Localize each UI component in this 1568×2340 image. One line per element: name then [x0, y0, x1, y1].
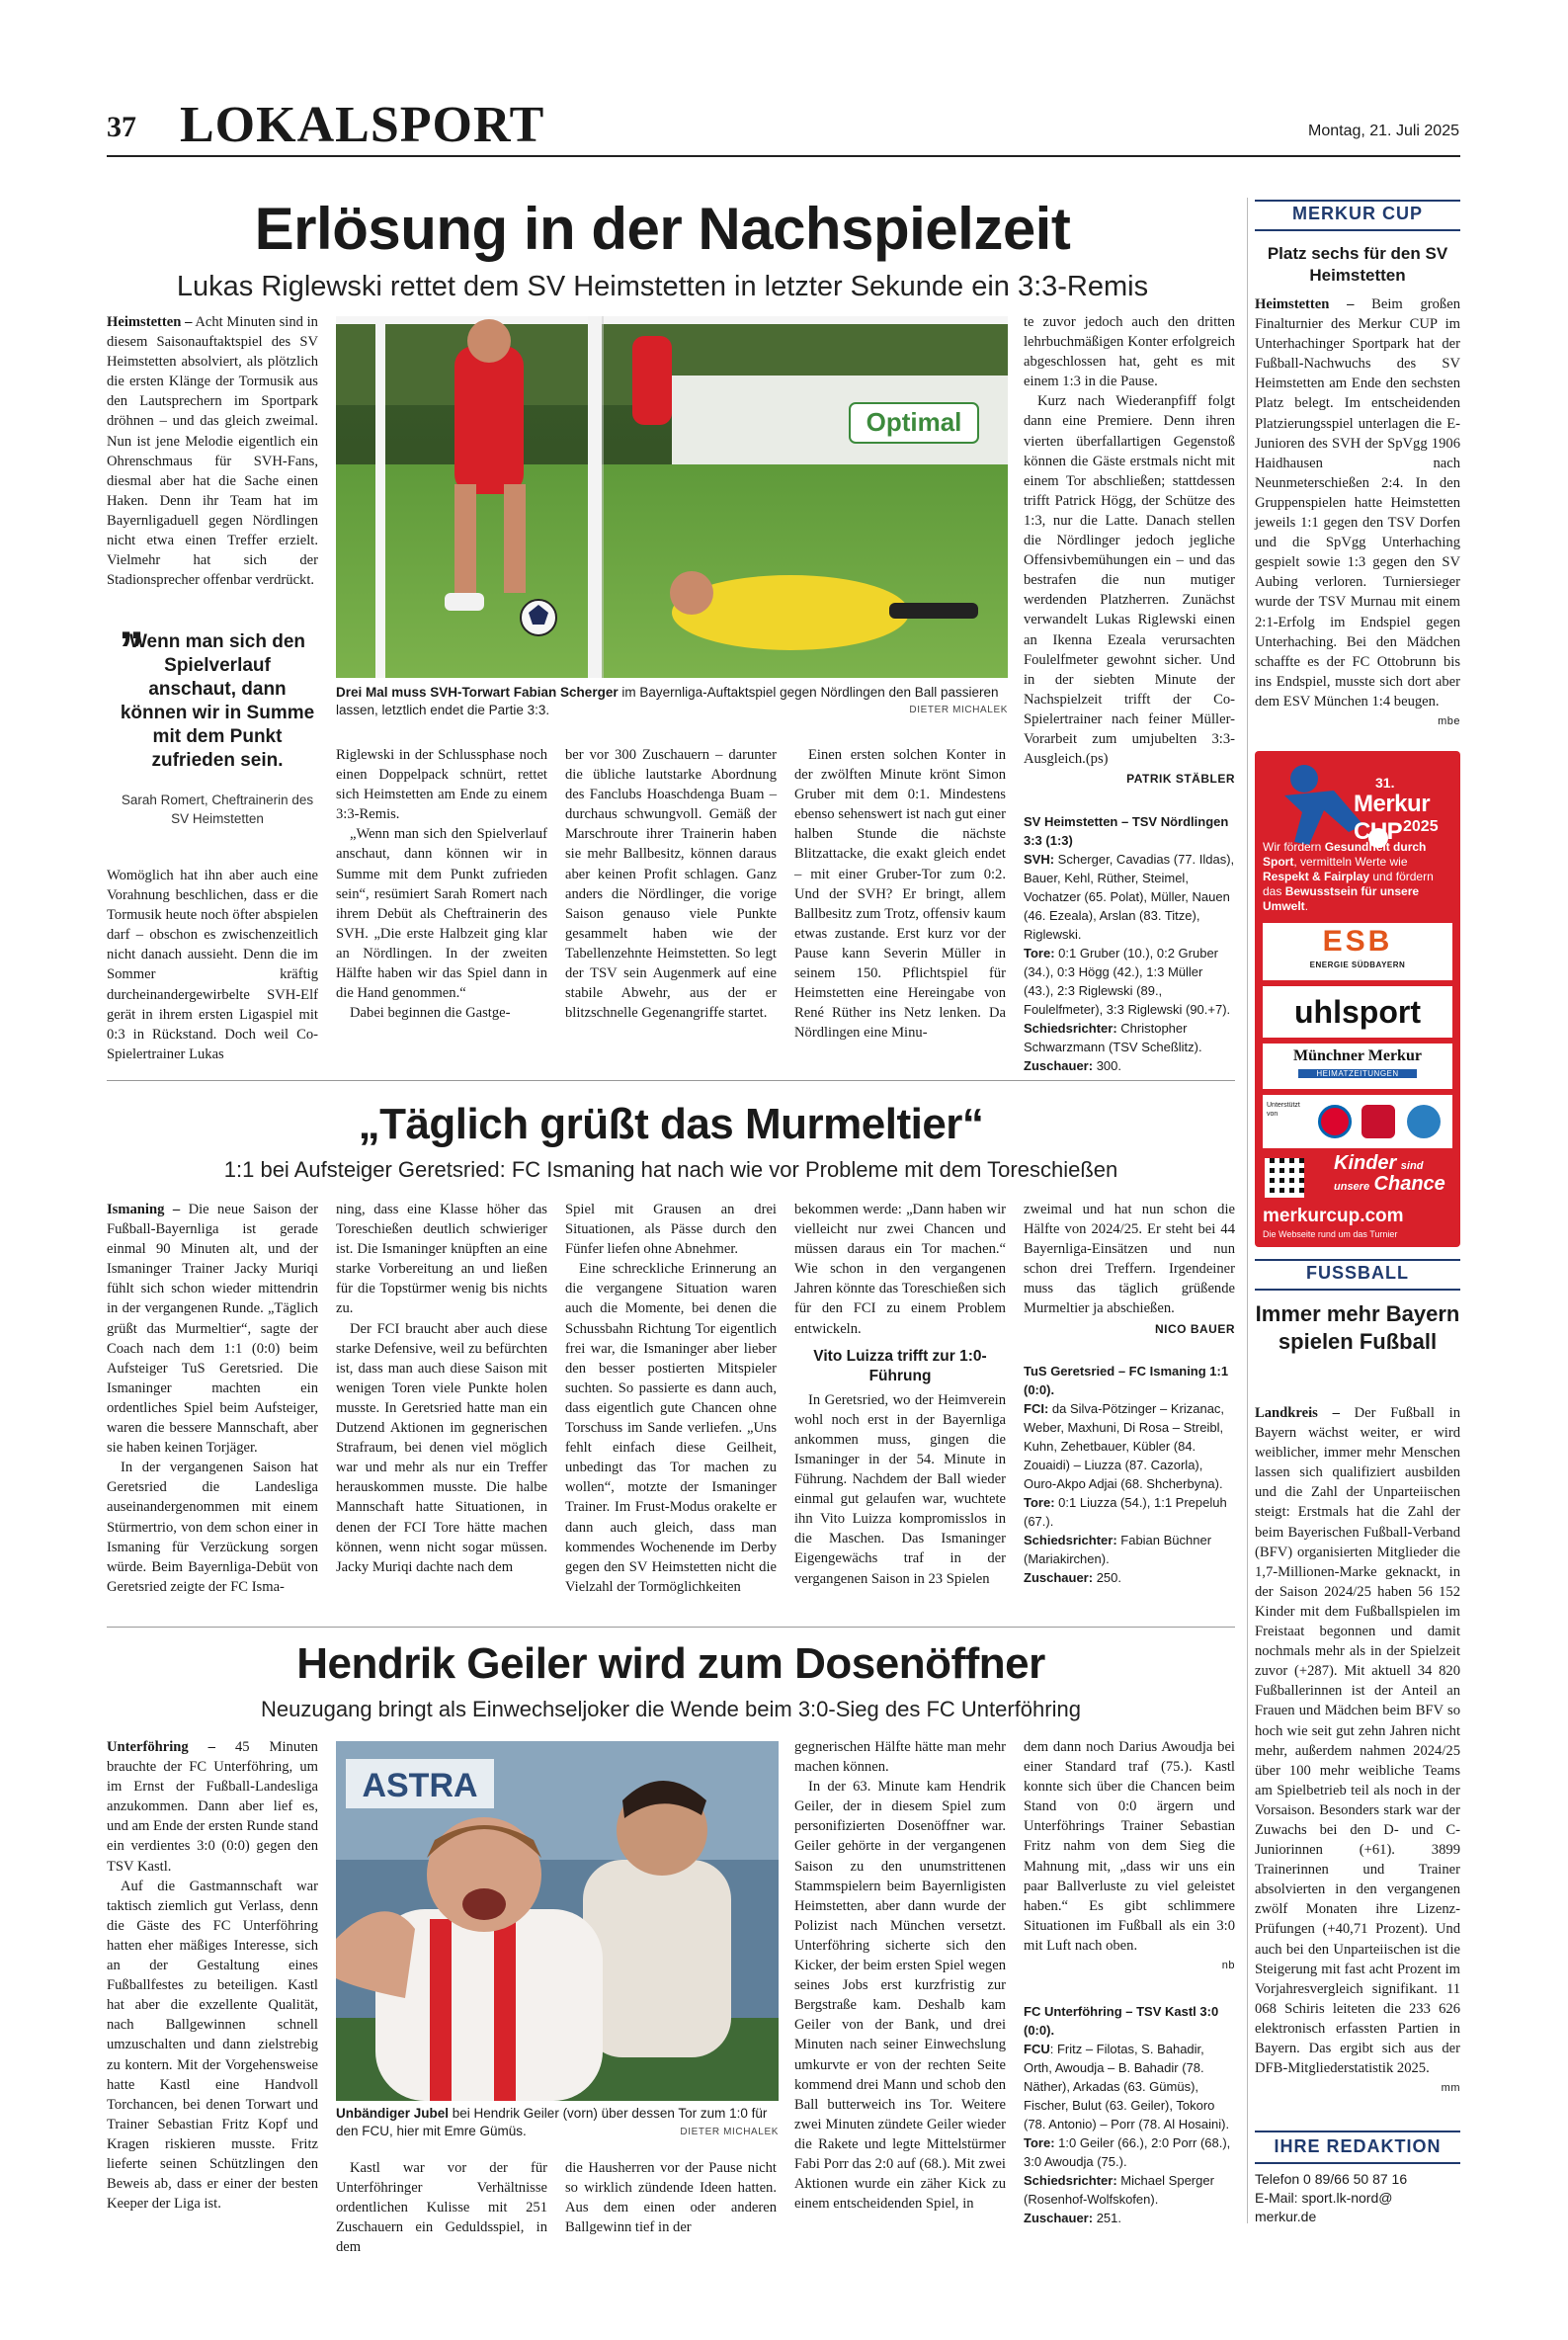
- merkur-cup-text: Beim großen Finalturnier des Merkur CUP im Unterhachinger Sportpark hat der Fußball-Nachwuchs des SV Heimstetten am Ende den sechsten Platz belegt. Im entscheidenden Platzierungsspiel unterlagen die E-Junioren des SVH der SpVgg 1906 Haidhausen nach Neunmeterschießen 2:4. In den Gruppenspielen hatte Heimstetten jeweils 1:1 gegen den TSV Dorfen und die SpVgg Unterhaching gespielt sowie 1:3 gegen den SV Aubing verloren. Turniersieger wurde der TSV Murnau mit einem 2:1-Erfolg im Endspiel gegen Unterhaching. Bei den Mädchen schaffte es der FC Ottobrunn bis ins Endspiel, musste sich dort aber dem ESV München 1:4 beugen.: [1255, 296, 1460, 710]
- article1-col5-p1: te zuvor jedoch auch den dritten lehrbuchmäßigen Konter erfolgreich abgeschlossen hat, geht es mit einem 1:3 in die Pause.: [1024, 314, 1235, 390]
- sidebar-rule: [1255, 2162, 1460, 2164]
- celebration-image: [336, 1741, 779, 2101]
- article2-col4-p2: In Geretsried, wo der Heimverein wohl noch erst in der Bayernliga ankommen muss, gingen die Ismaninger in der 54. Minute in Führung. Nachdem der Ball wieder einmal gut gelaufen war, wuchtete ihn Vito Luizza kompromisslos in die Maschen. Das Ismaninger Eigengewächs traf in der vergangenen Saison in 23 Spielen: [794, 1391, 1006, 1587]
- article3-author: nb: [1221, 1960, 1235, 1972]
- article3-col3: [565, 2158, 777, 2237]
- article1-col2-p1: Riglewski in der Schlussphase noch einen Doppelpack schnürt, rettet sich Heimstetten am Ende zu einem 3:3-Remis.: [336, 747, 547, 823]
- factbox-lineup: : Fritz – Filotas, S. Bahadir, Orth, Awoudja – B. Bahadir (78. Näther), Arkadas (63. Gümüs), Fischer, Bulut (63. Geiler), Tokoro (78. Antonio) – Porr (78. Al Hosaini).: [1024, 2042, 1230, 2131]
- article2-col3-p2: Eine schreckliche Erinnerung an die vergangene Situation waren auch die Momente, bei denen die Schussbahn Richtung Tor eigentlich frei war, die Ismaninger aber lieber den besser postierten Mitspieler suchten. So passierte es dann auch, dass eigentlich gute Chancen ohne Torschuss im Sande verliefen. „Uns fehlt einfach diese Geilheit, unbedingt das Tor machen zu wollen“, motzte der Ismaninger Trainer. Im Frust-Modus orakelte er dann auch gleich, dass man kommendes Wochenende im Derby gegen den SV Heimstetten nicht die Vielzahl der Tormöglichkeiten: [565, 1261, 777, 1595]
- factbox-label: FCI:: [1024, 1401, 1049, 1416]
- article1-col3: [565, 745, 777, 1023]
- section-title: LOKALSPORT: [180, 97, 545, 153]
- esb-logo: ESB: [1322, 925, 1393, 958]
- factbox-title: FC Unterföhring – TSV Kastl 3:0 (0:0).: [1024, 2004, 1219, 2038]
- merkur-cup-body: [1255, 294, 1460, 731]
- article2-subheadline: 1:1 bei Aufsteiger Geretsried: FC Ismaning hat nach wie vor Probleme mit dem Toreschießen: [223, 1157, 1118, 1182]
- article1-author: PATRIK STÄBLER: [1126, 772, 1235, 787]
- merkur-cup-rubric: MERKUR CUP: [1291, 204, 1423, 223]
- article1-dateline: Heimstetten –: [107, 314, 193, 330]
- redaktion-email-domain[interactable]: merkur.de: [1255, 2209, 1317, 2224]
- article1-col4: [794, 745, 1006, 1043]
- ad-slogan-part: , vermitteln Werte wie: [1293, 855, 1408, 869]
- article1-col1: [107, 312, 318, 590]
- factbox-label: Zuschauer:: [1024, 1058, 1094, 1073]
- ad-slogan-bold: Respekt & Fairplay: [1263, 870, 1370, 883]
- ad-kinder-word: Kinder: [1334, 1152, 1397, 1174]
- factbox-label: Schiedsrichter:: [1024, 2173, 1117, 2188]
- factbox-label: FCU: [1024, 2042, 1050, 2056]
- caption-bold: Drei Mal muss SVH-Torwart Fabian Scherger: [336, 685, 619, 700]
- factbox-label: Tore:: [1024, 2135, 1055, 2150]
- mm-logo: Münchner Merkur: [1293, 1047, 1422, 1064]
- merkur-cup-title: Platz sechs für den SV Heimstetten: [1267, 244, 1448, 285]
- factbox-label: Tore:: [1024, 946, 1055, 961]
- quote-mark-icon: ”: [119, 622, 144, 679]
- article3-dateline: Unterföhring –: [107, 1739, 215, 1755]
- factbox-lineup: Scherger, Cavadias (77. Ildas), Bauer, Kehl, Rüther, Steimel, Vochatzer (65. Polat), Müller, Nauen (46. Ezeala), Arslan (83. Titze), Riglewski.: [1024, 852, 1235, 942]
- issue-date: Montag, 21. Juli 2025: [1308, 123, 1459, 139]
- article3-col5-text: dem dann noch Darius Awoudja bei einer Standard traf (75.). Kastl konnte sich über die Chancen beim Stand von 0:0 ärgern und Unterföhrings Trainer Sebastian Fritz nahm von dem Sieg die Mahnung mit, „dass wir uns ein paar Ballverluste zu viel geleistet haben.“ Es gibt schlimmere Situationen im Fußball als ein 3:0 mit Luft nach oben.: [1024, 1739, 1235, 1954]
- article1-col5-p2: Kurz nach Wiederanpfiff folgt dann eine Premiere. Denn ihren vierten überfallartigen Gegenstoß können die Gäste erstmals nicht mit einem Tor abschließen; stattdessen trifft Patrick Högg, der Schütze des 1:3, nur die Latte. Danach stellen die Nördlinger jedoch jegliche Offensivbemühungen ein – und das bestrafen die nun mutiger werdenden Platzherren. Zunächst verwandelt Lukas Riglewski einen an Ikenna Ezeala verursachten Foulelfmeter gewohnt sicher. Und in der siebten Minute der Nachspielzeit trifft der Co-Spielertrainer nach feiner Müller-Vorarbeit zum umjubelten 3:3-Ausgleich.(ps): [1024, 393, 1235, 768]
- fussball-text: Der Fußball in Bayern wächst weiter, er wird weiblicher, immer mehr Menschen lassen sich qualifiziert ausbilden und die Zahl der Unparteiischen steigt: Erstmals hat die Zahl der beim Bayerischen Fußball-Verband (BFV) organisierten Mitglieder die 1,7-Millionen-Marke geknackt, in der Saison 2024/25 haben 56 152 Kinder mit dem Fußballspielen im Freistaat begonnen und damit nochmals mehr als in der Spielzeit zuvor (+287). Mit aktuell 34 820 Fußballerinnen ist der Anteil an Frauen und Mädchen beim BFV so hoch wie seit gut zehn Jahren nicht mehr, außerdem nahmen 2024/25 über 100 mehr weibliche Teams am Spielbetrieb teil als noch in der Vorsaison. Besonders stark war der Zuwachs bei den D- und C-Juniorinnen (+61). 3899 Trainerinnen und Trainer absolvierten in den vergangenen zwölf Monaten ihre Lizenz-Prüfungen (+40,71 Prozent). Und auch bei den Unparteiischen ist die Steigerung mit fast acht Prozent im Vorjahresvergleich signifikant. 11 068 Schiris leiteten die 233 626 elektronisch erfassten Partien in Bayern. Das ergibt sich aus der DFB-Mitgliederstatistik 2025.: [1255, 1405, 1460, 2077]
- factbox-label: Zuschauer:: [1024, 1570, 1094, 1585]
- factbox-referee: Michael Sperger (Rosenhof-Wolfskofen).: [1024, 2173, 1214, 2207]
- factbox-title: SV Heimstetten – TSV Nördlingen 3:3 (1:3): [1024, 814, 1229, 848]
- ad-slogan: [1263, 840, 1454, 914]
- article2-col4-p1: bekommen werde: „Dann haben wir vielleicht nur zwei Chancen und müssen daraus ein Tor machen.“ Wie schon in den vergangenen Jahren könnte das Toreschießen sich für den FCI zu einem Problem entwickeln.: [794, 1202, 1006, 1337]
- article2-col1: [107, 1200, 318, 1597]
- club-badge-icon: [1362, 1105, 1395, 1138]
- article3-col4: [794, 1737, 1006, 2214]
- ad-slogan-part: und fördern das: [1263, 870, 1434, 898]
- sidebar-rule: [1255, 1259, 1460, 1261]
- ad-slogan-part: .: [1304, 899, 1309, 913]
- article1-photo: [336, 316, 1008, 678]
- article2-col2: [336, 1200, 547, 1577]
- club-badge-icon: [1318, 1105, 1352, 1138]
- caption-text: bei Hendrik Geiler (vorn) über dessen Tor zum 1:0 für den FCU, hier mit Emre Gümüs.: [336, 2106, 768, 2138]
- ad-edition: 31.: [1375, 775, 1395, 791]
- ad-url-sub: Die Webseite rund um das Turnier: [1263, 1229, 1398, 1239]
- redaktion-email[interactable]: E-Mail: sport.lk-nord@: [1255, 2190, 1393, 2206]
- factbox-label: Schiedsrichter:: [1024, 1021, 1117, 1036]
- page-number: 37: [107, 111, 136, 143]
- merkur-cup-dateline: Heimstetten –: [1255, 296, 1355, 312]
- factbox-label: Schiedsrichter:: [1024, 1533, 1117, 1547]
- fussball-body: [1255, 1403, 1460, 2098]
- factbox-attendance: 250.: [1093, 1570, 1121, 1585]
- factbox-goals: 0:1 Liuzza (54.), 1:1 Prepeluh (67.).: [1024, 1495, 1227, 1529]
- factbox-lineup: da Silva-Pötzinger – Krizanac, Weber, Maxhuni, Di Rosa – Streibl, Kuhn, Zehetbauer, Kübler (84. Zouaidi) – Liuzza (87. Cazorla), Ouro-Akpo Adjai (68. Shcherbyna).: [1024, 1401, 1225, 1491]
- quote-source: Sarah Romert, Cheftrainerin des SV Heimstetten: [121, 793, 314, 826]
- article3-col2: [336, 2158, 547, 2257]
- sidebar-divider: [1247, 198, 1248, 2223]
- ad-slogan-part: Wir fördern: [1263, 840, 1325, 854]
- article2-col3-p1: Spiel mit Grausen an drei Situationen, als Pässe durch den Fünfer liefen ohne Abnehmer.: [565, 1202, 777, 1258]
- article3-headline: Hendrik Geiler wird zum Dosenöffner: [296, 1639, 1045, 1688]
- article3-photo-credit: DIETER MICHALEK: [680, 2127, 779, 2137]
- ad-sind-word: sind: [1400, 1160, 1424, 1172]
- article1-subheadline: Lukas Riglewski rettet dem SV Heimstetten in letzter Sekunde ein 3:3-Remis: [176, 271, 1149, 302]
- article3-col3-text: die Hausherren vor der Pause nicht so wirklich zündende Ideen hatten. Aus dem einen oder anderen Ballgewinn tief in der: [565, 2160, 777, 2236]
- factbox-goals: 0:1 Gruber (10.), 0:2 Gruber (34.), 0:3 Högg (42.), 1:3 Müller (43.), 2:3 Riglewski (89., Foulelfmeter), 3:3 Riglewski (90.+7).: [1024, 946, 1231, 1017]
- redaktion-phone[interactable]: Telefon 0 89/66 50 87 16: [1255, 2171, 1408, 2187]
- supporters-strip: [1263, 1095, 1452, 1148]
- article2-col1-text: Die neue Saison der Fußball-Bayernliga ist gerade einmal 90 Minuten alt, und der Ismaninger Trainer Jacky Muriqi fühlt sich schon wieder mittendrin in der vergangenen Runde. „Täglich grüßt das Murmeltier“, sagte der Coach nach dem 1:1 (0:0) beim Aufsteiger TuS Geretsried. Die Ismaninger machten ein ordentliches Spiel beim Aufsteiger, waren die bessere Mannschaft, aber sie haben keinen Torjäger.: [107, 1202, 319, 1457]
- ad-kinder: [1334, 1154, 1454, 1196]
- ad-title: Merkur CUP: [1354, 791, 1431, 845]
- article2-col4: [794, 1200, 1006, 1589]
- factbox-label: Zuschauer:: [1024, 2211, 1094, 2225]
- article1-col1-text: Acht Minuten sind in diesem Saisonauftaktspiel des SV Heimstetten absolviert, als plötzlich die ersten Klänge der Tormusik aus den Lautsprechern im Sportpark dröhnen – und das gleich zweimal. Nun ist jene Melodie eigentlich ein Ohrenschmaus für SVH-Fans, diesmal aber hat die Sache einen Haken. Denn ihr Team hat im Bayernligaduell gegen Nördlingen nicht etwa einen Treffer erzielt. Vielmehr hat sich der Stadionsprecher offenbar verdrückt.: [107, 314, 318, 589]
- esb-sub: ENERGIE SÜDBAYERN: [1309, 961, 1406, 969]
- article1-col5: [1024, 312, 1235, 789]
- factbox-attendance: 300.: [1093, 1058, 1121, 1073]
- sponsor-esb[interactable]: [1263, 923, 1452, 980]
- article-divider: [107, 1627, 1235, 1628]
- article2-intertitle: Vito Luizza trifft zur 1:0-Führung: [813, 1347, 987, 1384]
- article1-col3-text: ber vor 300 Zuschauern – darunter die übliche lautstarke Abordnung des Fanclubs Hoaschdenga Buam – durchaus schwungvoll. Gemäß der Marschroute ihrer Trainerin haben sie mehr Ballbesitz, können daraus aber keinen Profit schlagen. Ganz anders die Nördlinger, die vorige Saison genauso viele Punkte gesammelt haben wie der Tabellenzehnte Heimstetten. So legt der TSV sein Augenmerk auf eine stabile Abwehr, aus der er blitzschnelle Gegenangriffe startet.: [565, 747, 777, 1022]
- article3-factbox: [1024, 2002, 1235, 2227]
- fussball-rubric: FUSSBALL: [1306, 1263, 1409, 1283]
- article1-col1b-text: Womöglich hat ihn aber auch eine Vorahnung beschlichen, dass er die Tormusik heute noch öfter abspielen darf – obschon es zwischenzeitlich nicht danach aussieht. Denn die im Sommer kräftig durcheinandergewirbelte SVH-Elf gerät in ihrem ersten Ligaspiel mit 0:3 in Rückstand. Doch weil Co-Spielertrainer Lukas: [107, 868, 318, 1062]
- factbox-title: TuS Geretsried – FC Ismaning 1:1 (0:0).: [1024, 1364, 1229, 1397]
- factbox-goals: 1:0 Geiler (66.), 2:0 Porr (68.), 3:0 Awoudja (75.).: [1024, 2135, 1231, 2169]
- article1-col2-p2: „Wenn man sich den Spielverlauf anschaut, dann können wir in Summe mit dem Punkt zufrieden sein“, resümiert Sarah Romert nach ihrem Debüt als Cheftrainerin des SVH. „Die erste Halbzeit ging klar an Nördlingen. In der zweiten Hälfte haben wir das Spiel dann in die Hand genommen.“: [336, 826, 547, 1002]
- sidebar-rule: [1255, 229, 1460, 231]
- caption-text: im Bayernliga-Auftaktspiel gegen Nördlingen den Ball passieren lassen, letztlich endet die Partie 3:3.: [336, 685, 999, 717]
- redaktion-rubric: IHRE REDAKTION: [1274, 2136, 1442, 2156]
- article2-col5: [1024, 1200, 1235, 1339]
- club-badge-icon: [1407, 1105, 1441, 1138]
- article2-col3: [565, 1200, 777, 1597]
- article3-col5: [1024, 1737, 1235, 1975]
- factbox-referee: Christopher Schwarzmann (TSV Scheßlitz).: [1024, 1021, 1202, 1054]
- mm-sub: HEIMATZEITUNGEN: [1298, 1069, 1417, 1078]
- supported-label: Unterstützt von: [1267, 1102, 1300, 1118]
- article3-col4-p1: gegnerischen Hälfte hätte man mehr machen können.: [794, 1739, 1006, 1776]
- article3-col2-text: Kastl war vor der für Unterföhringer Verhältnisse ordentlichen Kulisse mit 251 Zuschauern ein Geduldsspiel, in dem: [336, 2160, 547, 2256]
- quote-text: Wenn man sich den Spielverlauf anschaut, dann können wir in Summe mit dem Punkt zufrieden sein.: [120, 631, 315, 771]
- fussball-title: Immer mehr Bayern spielen Fußball: [1255, 1301, 1460, 1354]
- sponsor-uhlsport[interactable]: [1263, 986, 1452, 1038]
- sidebar-rule: [1255, 200, 1460, 202]
- article3-col1-text: 45 Minuten brauchte der FC Unterföhring, um im Ernst der Fußball-Landesliga anzukommen. Dann aber lief es, und am Ende der ersten Runde stand ein verdientes 3:0 (0:0) gegen den TSV Kastl.: [107, 1739, 318, 1875]
- caption-bold: Unbändiger Jubel: [336, 2106, 450, 2121]
- article3-subheadline: Neuzugang bringt als Einwechseljoker die Wende beim 3:0-Sieg des FC Unterföhring: [261, 1697, 1081, 1721]
- article3-photo: [336, 1741, 779, 2101]
- article2-factbox: [1024, 1362, 1235, 1587]
- factbox-attendance: 251.: [1093, 2211, 1121, 2225]
- article-divider: [107, 1080, 1235, 1081]
- banner-text: ASTRA: [362, 1767, 478, 1804]
- factbox-referee: Fabian Büchner (Mariakirchen).: [1024, 1533, 1212, 1566]
- article1-headline: Erlösung in der Nachspielzeit: [254, 196, 1071, 262]
- article1-photo-credit: DIETER MICHALEK: [909, 705, 1008, 715]
- fussball-author: mm: [1441, 2082, 1460, 2095]
- masthead-rule: [107, 155, 1460, 157]
- qr-code-icon[interactable]: [1265, 1158, 1304, 1198]
- article2-col2-p2: Der FCI braucht aber auch diese starke Defensive, weil zu befürchten ist, dass man auch diese Saison mit wenigen Toren viele Punkte holen musste. In Geretsried hatte man ein Dutzend Aktionen im gegnerischen Strafraum, bei denen viel möglich war und mehr als nur ein Treffer herauskommen musste. Die halbe Mannschaft hatte Situationen, in denen der FCI Tore hätte machen können, wenn nicht sogar müssen. Jacky Muriqi dachte nach dem: [336, 1320, 547, 1575]
- article1-col2-p3: Dabei beginnen die Gastge-: [350, 1005, 511, 1022]
- pull-quote: [119, 622, 316, 828]
- redaktion-contact: [1255, 2170, 1460, 2226]
- ad-slogan-bold: Bewusstsein für unsere Umwelt: [1263, 884, 1420, 913]
- article2-dateline: Ismaning –: [107, 1202, 181, 1217]
- uhlsport-logo: uhlsport: [1294, 994, 1421, 1030]
- merkur-cup-ad[interactable]: [1255, 751, 1460, 1247]
- ad-unsere-word: unsere: [1334, 1181, 1370, 1193]
- ad-slogan-bold: Gesundheit durch Sport: [1263, 840, 1427, 869]
- article1-col2: [336, 745, 547, 1023]
- article1-col4-text: Einen ersten solchen Konter in der zwölften Minute krönt Simon Gruber mit dem 0:1. Mindestens ebenso sehenswert ist nach gut einer halben Stunde die nächste Blitzattacke, die exakt gleich endet – mit einer Gruber-Tor zum 0:2. Und der SVH? Er bringt, allem Ballbesitz zum Trotz, offensiv kaum etwas zustande. Erst kurz vor der Pause kann Severin Müller in seinem 150. Pflichtspiel für Heimstetten eine Hereingabe von René Rüther ins Netz lenken. Da Nördlingen eine Minu-: [794, 747, 1006, 1042]
- goal-scene-image: [336, 316, 1008, 678]
- article2-headline: „Täglich grüßt das Murmeltier“: [358, 1100, 984, 1148]
- article2-col1-p2: In der vergangenen Saison hat Geretsried die Landesliga auseinandergenommen mit einem Stürmertrio, von dem schon einer in Ismaning für Verzückung sorgen würde. Beim Bayernliga-Debüt von Geretsried zeigte der FC Isma-: [107, 1460, 318, 1595]
- fussball-dateline: Landkreis –: [1255, 1405, 1340, 1421]
- ad-year: 2025: [1403, 818, 1439, 835]
- merkur-cup-author: mbe: [1438, 714, 1460, 727]
- banner-text: Optimal: [866, 407, 962, 437]
- factbox-label: SVH:: [1024, 852, 1055, 867]
- article1-factbox: [1024, 812, 1235, 1075]
- article2-col5-text: zweimal und hat nun schon die Hälfte von 2024/25. Er steht bei 44 Bayernliga-Einsätzen und nun schon drei Treffern. Irgendeiner muss das täglich grüßende Murmeltier ja abschießen.: [1024, 1202, 1235, 1317]
- article3-col4-p2: In der 63. Minute kam Hendrik Geiler, der in diesem Spiel zum personifizierten Dosenöffner war. Geiler gehörte in der vergangenen Saison zu den unumstrittenen Stammspielern beim Bayernligisten Heimstetten, aber dann wurde der Polizist nach München versetzt. Unterföhring sicherte sich den Kicker, der beim ersten Spiel wegen seines Jobs erst kurzfristig zur Bergstraße kam. Deshalb kam Geiler von der Bank, und drei Minuten nach seiner Einwechslung umkurvte er von der rechten Seite kommend drei Mann und schob den Ball butterweich ins Tor. Weitere zwei Minuten zündete Geiler wieder die Rakete und legte Mittelstürmer Fabi Porr das 2:0 auf (68.). Mit zwei Aktionen wurde ein zäher Kick zu einem entscheidenden Spiel, in: [794, 1779, 1006, 2213]
- article2-col2-p1: ning, dass eine Klasse höher das Toreschießen deutlich schwieriger ist. Die Ismaninger knüpften an eine starke Vorbereitung an und ließen für die Topstürmer wenig bis nichts zu.: [336, 1202, 547, 1317]
- sidebar-rule: [1255, 2131, 1460, 2132]
- article1-col1b: [107, 866, 318, 1064]
- sponsor-muenchner-merkur[interactable]: [1263, 1044, 1452, 1089]
- article3-col1-p2: Auf die Gastmannschaft war taktisch ziemlich gut Verlass, denn die Gäste des FC Unterföhring hatten eher mäßiges Interesse, sich an der Gestaltung eines Fußballfestes zu beteiligen. Kastl hat aber die exzellente Qualität, nach Ballgewinnen schnell umzuschalten und dann zielstrebig zu kontern. Mit der Vorgehensweise hatte Kastl eine Handvoll Torchancen, bei denen Torwart und Trainer Sebastian Fritz Kopf und Kragen riskieren musste. Fritz lieferte seinen Schützlingen den Beweis ab, dass er einer der besten Keeper der Liga ist.: [107, 1878, 318, 2213]
- article2-author: NICO BAUER: [1154, 1321, 1235, 1336]
- factbox-label: Tore:: [1024, 1495, 1055, 1510]
- ad-chance-word: Chance: [1373, 1173, 1445, 1195]
- article3-col1: [107, 1737, 318, 2214]
- ad-url[interactable]: merkurcup.com: [1263, 1206, 1404, 1226]
- sidebar-rule: [1255, 1289, 1460, 1291]
